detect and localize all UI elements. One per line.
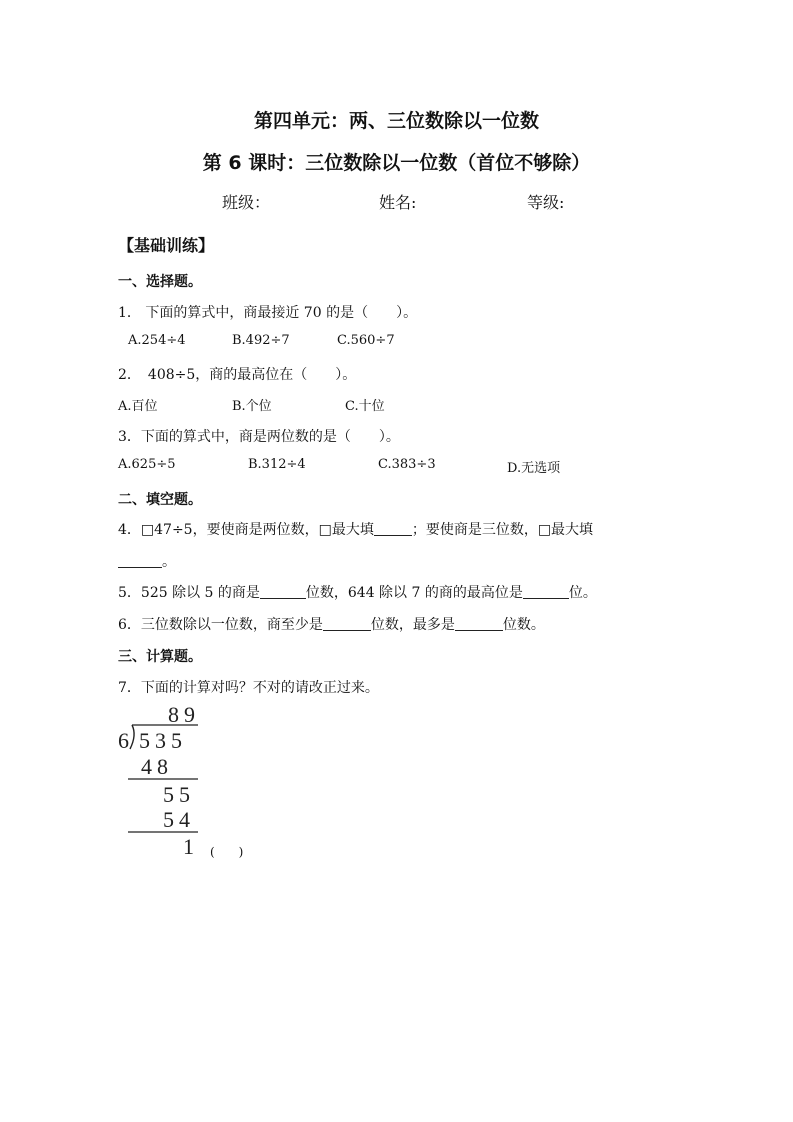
q1-option-a: A.254÷4 xyxy=(128,333,186,348)
dividend-digits: 535 xyxy=(139,728,187,753)
worksheet-title: 第四单元：两、三位数除以一位数 xyxy=(253,110,539,132)
q2-option-a: A.百位 xyxy=(118,399,158,414)
question-5 xyxy=(118,582,597,602)
name-label: 姓名: xyxy=(379,193,417,212)
step-product-2: 54 xyxy=(163,807,195,832)
q3-option-b: B.312÷4 xyxy=(248,457,306,472)
q4-blank-2[interactable] xyxy=(118,553,162,568)
q4-text-2: ；要使商是三位数，□最大填 xyxy=(411,522,594,538)
q3-option-d: D.无选项 xyxy=(507,461,561,476)
question-6 xyxy=(118,614,545,634)
q3-option-a: A.625÷5 xyxy=(118,457,176,472)
q6-text-1: 6．三位数除以一位数，商至少是 xyxy=(118,617,323,633)
divisor-digit: 6 xyxy=(118,728,134,753)
final-remainder: 1 xyxy=(183,834,199,859)
quotient-digits: 89 xyxy=(168,702,200,727)
q5-text-2: 位数，644 除以 7 的商的最高位是 xyxy=(305,585,523,601)
grade-label: 等级: xyxy=(527,193,565,212)
q4-blank-1[interactable] xyxy=(374,521,412,536)
q3-option-c: C.383÷3 xyxy=(378,457,436,472)
q5-text-3: 位。 xyxy=(568,585,597,601)
class-label: 班级： xyxy=(222,193,271,212)
q5-blank-2[interactable] xyxy=(523,584,569,599)
q6-blank-1[interactable] xyxy=(323,616,371,631)
q4-text-3: 。 xyxy=(162,554,176,570)
q6-text-2: 位数，最多是 xyxy=(370,617,455,633)
question-3: 3．下面的算式中，商是两位数的是（ ）。 xyxy=(118,429,400,445)
q2-option-b: B.个位 xyxy=(232,399,272,414)
question-4-line-1 xyxy=(118,519,593,539)
question-1: 1． 下面的算式中，商最接近 70 的是（ ）。 xyxy=(118,305,418,321)
q2-option-c: C.十位 xyxy=(345,399,385,414)
question-4-line-2 xyxy=(118,551,176,571)
question-7: 7．下面的计算对吗？不对的请改正过来。 xyxy=(118,680,379,696)
step-product-1: 48 xyxy=(141,754,173,779)
q5-text-1: 5．525 除以 5 的商是 xyxy=(118,585,260,601)
q1-option-c: C.560÷7 xyxy=(337,333,395,348)
basic-training-heading: 【基础训练】 xyxy=(118,236,215,255)
q1-option-b: B.492÷7 xyxy=(232,333,290,348)
q6-text-3: 位数。 xyxy=(502,617,545,633)
step-remainder-1: 55 xyxy=(163,782,195,807)
q5-blank-1[interactable] xyxy=(260,584,306,599)
q7-answer-paren[interactable]: ( ) xyxy=(210,845,244,859)
q6-blank-2[interactable] xyxy=(455,616,503,631)
question-2: 2． 408÷5，商的最高位在（ ）。 xyxy=(118,367,357,383)
section-calc-heading: 三、计算题。 xyxy=(118,649,202,665)
q4-text-1: 4．□47÷5，要使商是两位数，□最大填 xyxy=(118,522,374,538)
section-choice-heading: 一、选择题。 xyxy=(118,274,202,290)
lesson-subtitle: 第 6 课时：三位数除以一位数（首位不够除） xyxy=(202,152,591,174)
section-fill-heading: 二、填空题。 xyxy=(118,492,202,508)
